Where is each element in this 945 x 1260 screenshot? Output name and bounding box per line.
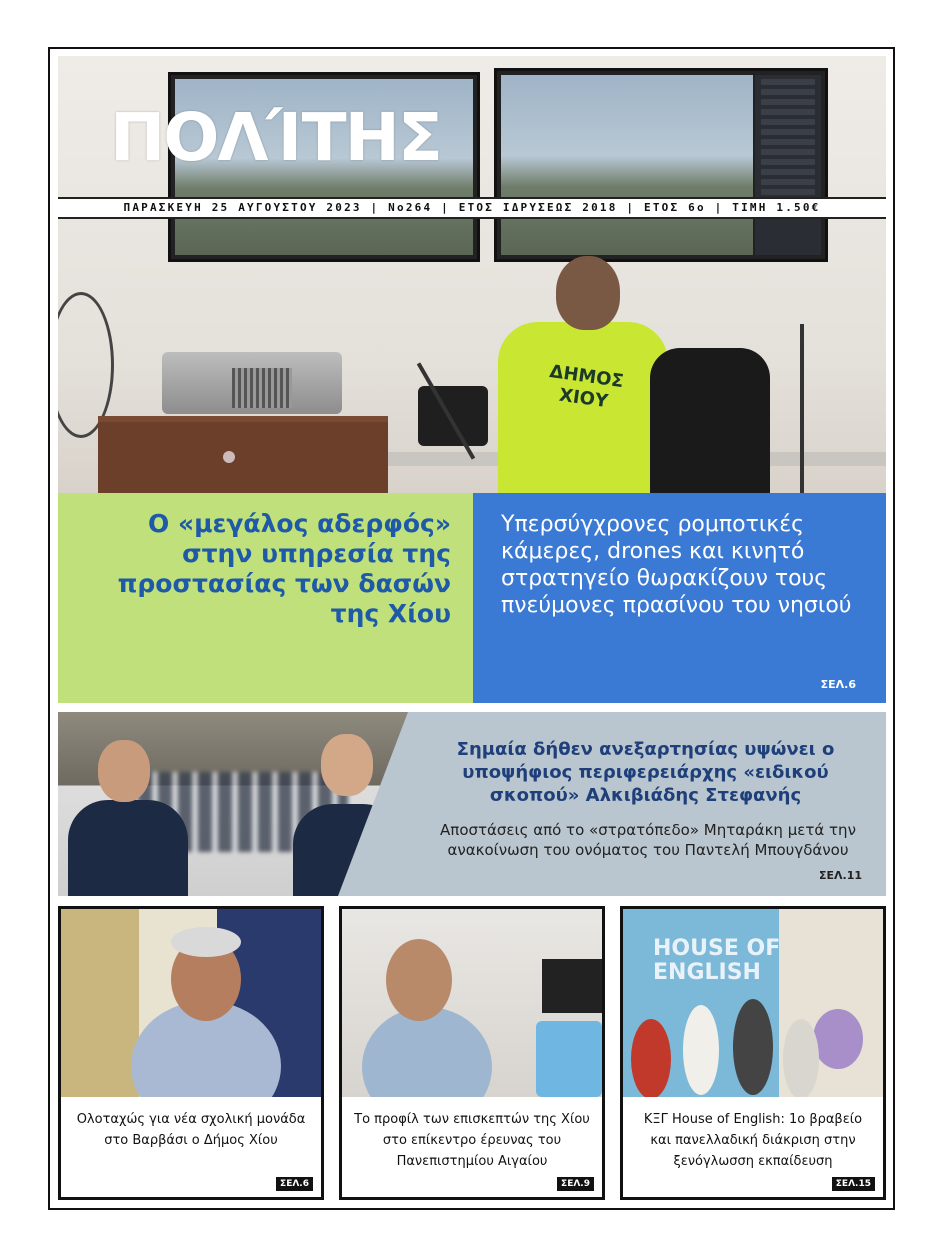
page-ref: ΣΕΛ.6 [820, 678, 856, 691]
news-card[interactable] [339, 906, 605, 1200]
second-story-subhead: Αποστάσεις από το «στρατόπεδο» Μηταράκη μετά την ανακοίνωση του ονόματος του Παντελή Μπουγδάνου [440, 821, 856, 859]
card-photo [61, 909, 321, 1097]
operator [478, 256, 678, 493]
dateline-bar [58, 197, 886, 219]
card-photo [623, 909, 883, 1097]
page-ref: ΣΕΛ.11 [818, 869, 862, 882]
card-caption: Το προφίλ των επισκεπτών της Χίου στο επίκεντρο έρευνας του Πανεπιστημίου Αιγαίου [354, 1112, 590, 1169]
card-page-ref: ΣΕΛ.9 [557, 1177, 594, 1191]
second-story-photo [58, 712, 408, 896]
news-card[interactable] [620, 906, 886, 1200]
second-story-headline[interactable]: Σημαία δήθεν ανεξαρτησίας υψώνει ο υποψήφιος περιφερειάρχης «ειδικού σκοπού» Αλκιβιάδης Στεφανής [456, 739, 835, 806]
office-chair [650, 348, 770, 493]
second-story [58, 712, 886, 896]
lead-subhead[interactable]: Υπερσύγχρονες ρομποτικές κάμερες, drones και κινητό στρατηγείο θωρακίζουν τους πνεύμονες πρασίνου του νησιού [501, 512, 852, 618]
masthead-logo: ΠΟΛΊΤΗΣ [110, 99, 441, 176]
monitor-right [494, 68, 828, 262]
lead-subhead-box [473, 493, 886, 703]
card-page-ref: ΣΕΛ.15 [832, 1177, 875, 1191]
news-card[interactable] [58, 906, 324, 1200]
card-page-ref: ΣΕΛ.6 [276, 1177, 313, 1191]
card-photo [342, 909, 602, 1097]
lead-headline-box [58, 493, 473, 703]
dateline-text: ΠΑΡΑΣΚΕΥΗ 25 ΑΥΓΟΥΣΤΟΥ 2023 | Νο264 | ΕΤΟΣ ΙΔΡΥΣΕΩΣ 2018 | ΕΤΟΣ 6ο | ΤΙΜΗ 1.50€ [123, 201, 821, 214]
card-sign: HOUSE OF ENGLISH [653, 936, 781, 985]
lead-headline[interactable]: Ο «μεγάλος αδερφός» στην υπηρεσία της προστασίας των δασών της Χίου [117, 509, 451, 628]
cabinet [98, 416, 388, 493]
card-caption: ΚΞΓ House of English: 1ο βραβείο και πανελλαδική διάκριση στην ξενόγλωσση εκπαίδευση [643, 1112, 863, 1169]
vest-label: ΔΗΜΟΣ ΧΙΟΥ [548, 361, 625, 413]
card-caption: Ολοταχώς για νέα σχολική μονάδα στο Βαρβάσι ο Δήμος Χίου [76, 1112, 306, 1148]
